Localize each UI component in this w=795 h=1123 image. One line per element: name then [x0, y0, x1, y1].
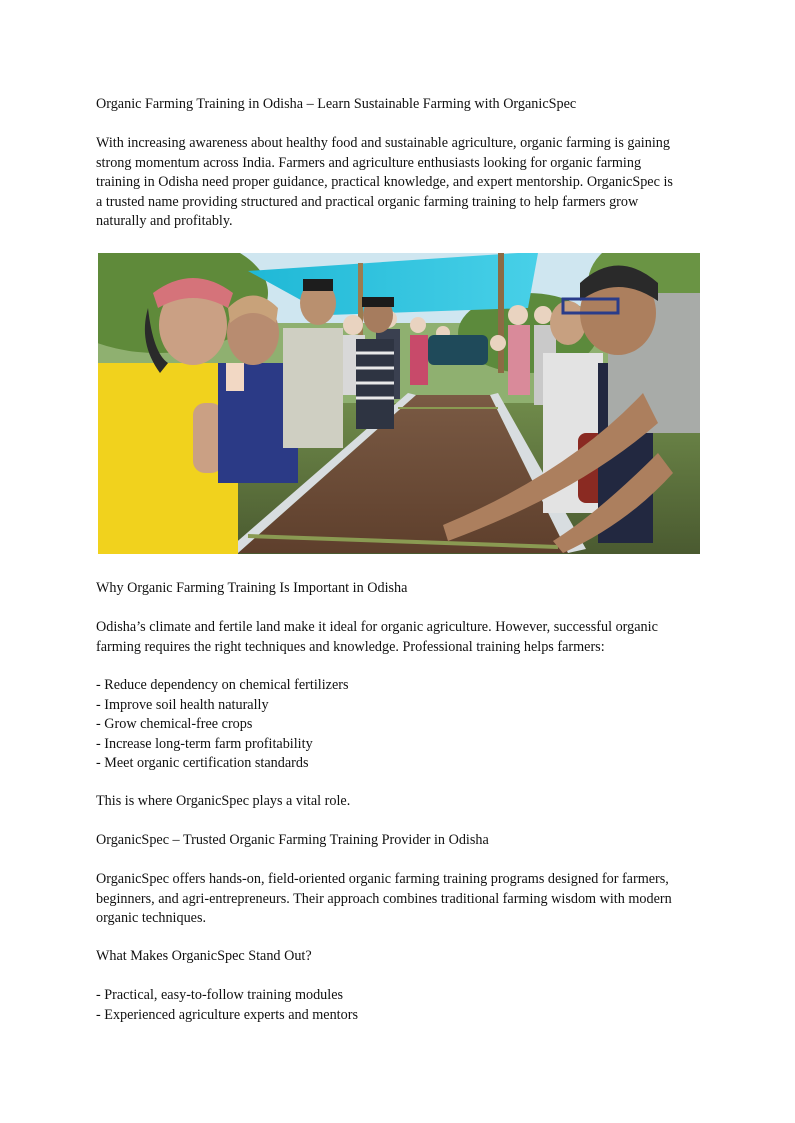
section-heading-importance: Why Organic Farming Training Is Important in Odisha: [96, 580, 408, 596]
intro-line: With increasing awareness about healthy food and sustainable agriculture, organic farming is gaining: [96, 135, 670, 151]
role-statement: This is where OrganicSpec plays a vital role.: [96, 793, 351, 809]
list-item: - Meet organic certification standards: [96, 755, 309, 771]
intro-line: naturally and profitably.: [96, 213, 233, 229]
paragraph-line: farming requires the right techniques and knowledge. Professional training helps farmers:: [96, 638, 605, 655]
features-list: [96, 986, 700, 1025]
list-item: - Grow chemical-free crops: [96, 716, 253, 732]
section-heading-provider: OrganicSpec – Trusted Organic Farming Training Provider in Odisha: [96, 832, 489, 848]
document-title: Organic Farming Training in Odisha – Learn Sustainable Farming with OrganicSpec: [96, 96, 577, 112]
intro-line: strong momentum across India. Farmers and agriculture enthusiasts looking for organic farming: [96, 154, 642, 171]
list-item: - Practical, easy-to-follow training modules: [96, 987, 344, 1003]
intro-line: training in Odisha need proper guidance, practical knowledge, and expert mentorship. OrganicSpec is: [96, 174, 673, 190]
benefits-list: [96, 676, 700, 774]
list-item: - Reduce dependency on chemical fertilizers: [96, 677, 349, 693]
intro-paragraph: [96, 134, 700, 232]
importance-paragraph: [96, 618, 700, 657]
list-item: - Experienced agriculture experts and mentors: [96, 1006, 358, 1023]
list-item: - Increase long-term farm profitability: [96, 735, 313, 752]
paragraph-line: organic techniques.: [96, 910, 207, 926]
farmers-training-photo: [98, 253, 700, 554]
paragraph-line: Odisha’s climate and fertile land make it ideal for organic agriculture. However, successful organic: [96, 619, 658, 635]
list-item: - Improve soil health naturally: [96, 696, 269, 713]
section-heading-standout: What Makes OrganicSpec Stand Out?: [96, 948, 312, 964]
paragraph-line: OrganicSpec offers hands-on, field-oriented organic farming training programs designed for farmers,: [96, 871, 669, 887]
paragraph-line: beginners, and agri-entrepreneurs. Their approach combines traditional farming wisdom with modern: [96, 890, 672, 907]
provider-paragraph: [96, 870, 700, 929]
intro-line: a trusted name providing structured and practical organic farming training to help farmers grow: [96, 193, 639, 210]
